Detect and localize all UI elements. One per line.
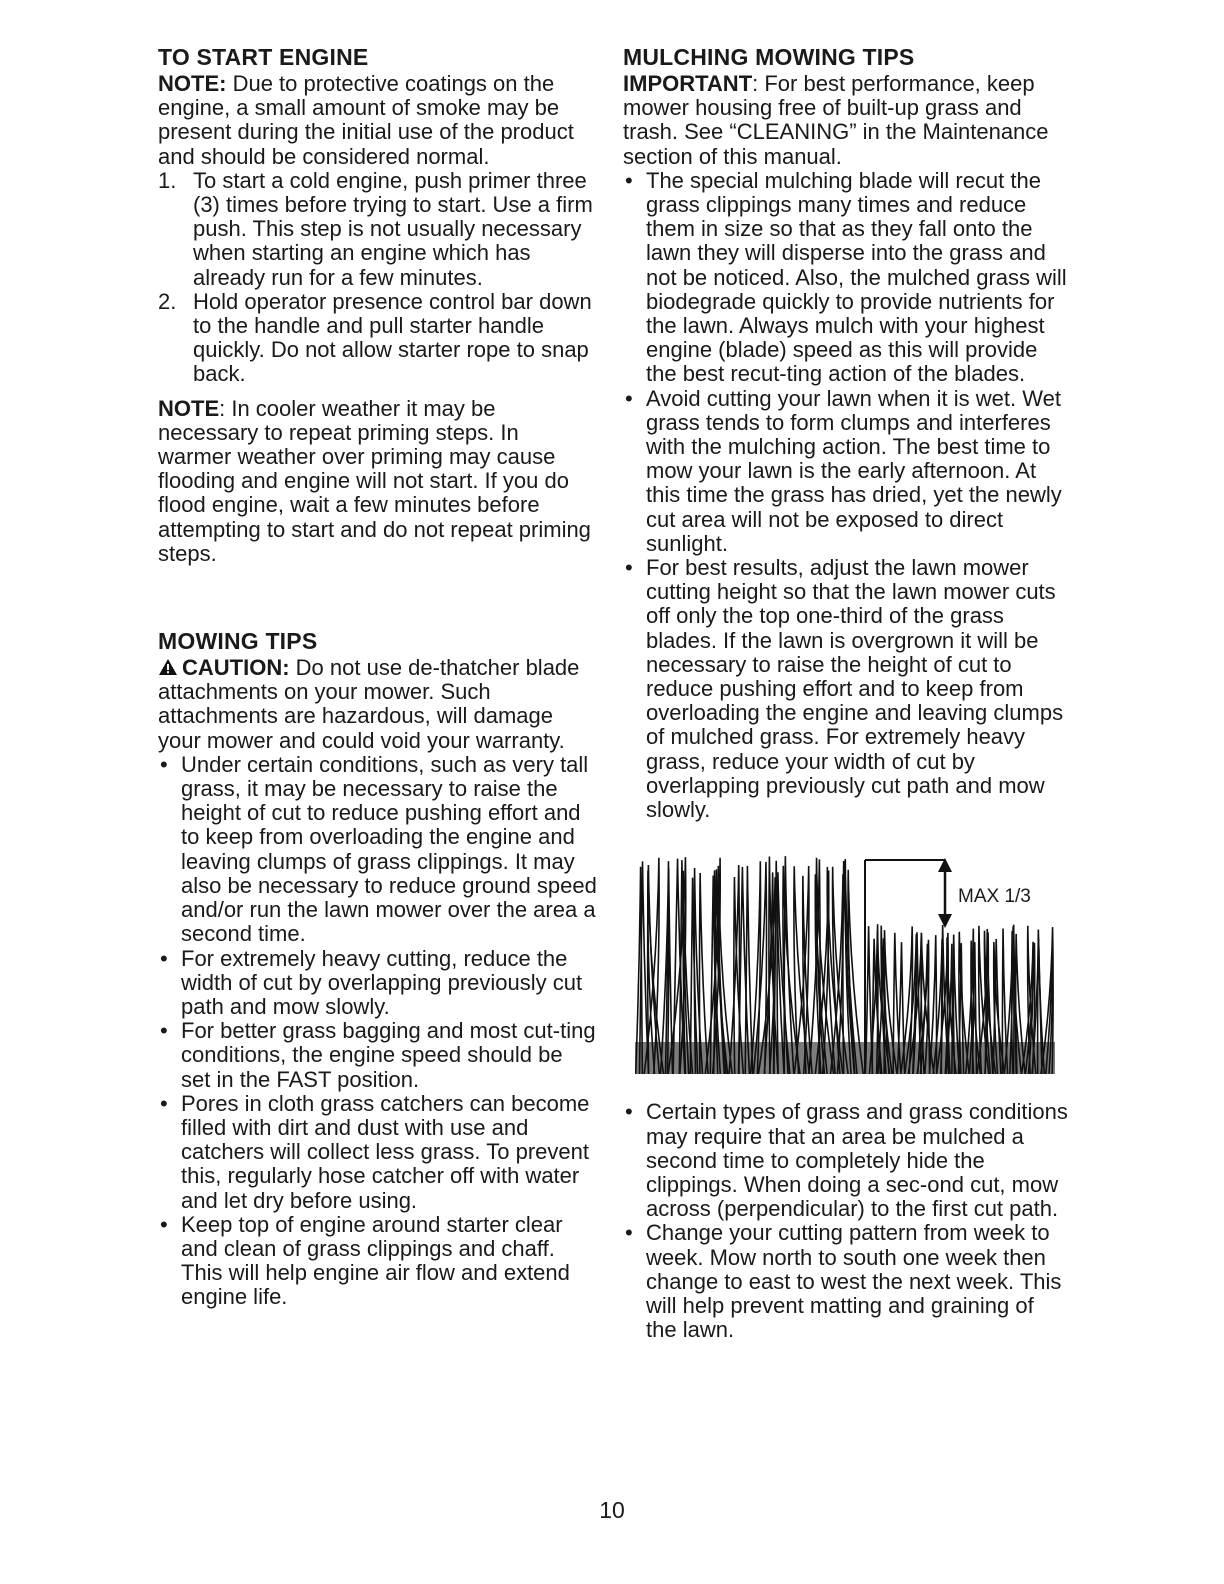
- max-cut-label: MAX 1/3: [958, 886, 1031, 908]
- bullet-icon: •: [625, 385, 633, 411]
- start-engine-steps: [158, 169, 598, 387]
- important-paragraph: [623, 72, 1068, 169]
- list-item: [623, 169, 1068, 387]
- list-item: [623, 556, 1068, 822]
- warning-triangle-icon: [158, 658, 178, 676]
- list-item: [623, 1221, 1068, 1342]
- list-item-text: Pores in cloth grass catchers can become filled with dirt and dust with use and catchers will collect less grass. To prevent this, regularly hose catcher off with water and let dry before using.: [181, 1090, 590, 1213]
- mowing-tips-heading: MOWING TIPS: [158, 628, 318, 655]
- mowing-tips-list: [158, 753, 598, 1310]
- important-text: : For best performance, keep mower housing free of built-up grass and trash. See “CLEANING” in the Maintenance section of this manual.: [623, 71, 1049, 169]
- important-label: IMPORTANT: [623, 71, 753, 96]
- caution-text: Do not use de-thatcher blade attachments on your mower. Such attachments are hazardous, will damage your mower and could void your warranty.: [158, 655, 580, 753]
- start-engine-note-2: [158, 397, 598, 566]
- list-item-text: For best results, adjust the lawn mower cutting height so that the lawn mower cuts off only the top one-third of the grass blades. If the lawn is overgrown it will be necessary to raise the height of cut to reduce pushing effort and to keep from overloading the engine and leaving clumps of mulched grass. For extremely heavy grass, reduce your width of cut by overlapping previously cut path and mow slowly.: [646, 555, 1064, 823]
- start-engine-note: [158, 72, 598, 169]
- mulching-tips-list-continued: [623, 1100, 1068, 1342]
- step-text: To start a cold engine, push primer three (3) times before trying to start. Use a firm push. This step is not usually necessary when starting an engine which has already run for a few minutes.: [193, 167, 593, 290]
- grass-base-shadow: [635, 1042, 1055, 1074]
- note-text: : In cooler weather it may be necessary to repeat priming steps. In warmer weather over priming may cause flooding and engine will not start. If you do flood engine, wait a few minutes before attempting to start and do not repeat priming steps.: [158, 395, 591, 566]
- bullet-icon: •: [625, 555, 633, 581]
- step-item: [158, 169, 598, 290]
- bullet-icon: •: [160, 751, 168, 777]
- list-item-text: Under certain conditions, such as very tall grass, it may be necessary to raise the height of cut to reduce pushing effort and to keep from overloading the engine and leaving clumps of grass clippings. It may also be necessary to reduce ground speed and/or run the lawn mower over the area a second time.: [181, 751, 597, 947]
- list-item-text: Certain types of grass and grass conditions may require that an area be mulched a second time to completely hide the clippings. When doing a sec-ond cut, mow across (perpendicular) to the first cut path.: [646, 1099, 1068, 1222]
- bullet-icon: •: [625, 1220, 633, 1246]
- list-item-text: Change your cutting pattern from week to week. Mow north to south one week then change to east to west the next week. This will help prevent matting and graining of the lawn.: [646, 1220, 1062, 1343]
- list-item-text: For better grass bagging and most cut-ting conditions, the engine speed should be set in the FAST position.: [181, 1018, 596, 1092]
- step-text: Hold operator presence control bar down to the handle and pull starter handle quickly. Do not allow starter rope to snap back.: [193, 288, 592, 387]
- list-item: [158, 1092, 598, 1213]
- list-item-text: Avoid cutting your lawn when it is wet. Wet grass tends to form clumps and interferes with the mulching action. The best time to mow your lawn is the early afternoon. At this time the grass has dried, yet the newly cut area will not be exposed to direct sunlight.: [646, 385, 1062, 556]
- grass-cut-height-illustration: [635, 852, 1055, 1074]
- mulching-tips-list: [623, 169, 1068, 822]
- step-number: 1.: [158, 167, 177, 193]
- start-engine-heading: TO START ENGINE: [158, 44, 369, 70]
- list-item-text: Keep top of engine around starter clear and clean of grass clippings and chaff. This will help engine air flow and extend engine life.: [181, 1211, 570, 1310]
- caution-label: CAUTION:: [182, 655, 290, 681]
- list-item: [623, 1100, 1068, 1221]
- arrow-down-icon: [938, 914, 952, 928]
- list-item-text: The special mulching blade will recut the grass clippings many times and reduce them in size so that as they fall onto the lawn they will disperse into the grass and not be noticed. Also, the mulched grass will biodegrade quickly to provide nutrients for the lawn. Always mulch with your highest engine (blade) speed as this will provide the best recut-ting action of the blades.: [646, 167, 1067, 387]
- note-label: NOTE: [158, 395, 220, 421]
- bullet-icon: •: [160, 1211, 168, 1237]
- list-item: [158, 753, 598, 947]
- note-text: Due to protective coatings on the engine, a small amount of smoke may be present during the initial use of the product and should be considered normal.: [158, 71, 574, 169]
- list-item: [158, 1019, 598, 1092]
- bullet-icon: •: [625, 1099, 633, 1125]
- page-number: 10: [599, 1497, 625, 1523]
- list-item-text: For extremely heavy cutting, reduce the width of cut by overlapping previously cut path and mow slowly.: [181, 945, 583, 1019]
- bullet-icon: •: [625, 167, 633, 193]
- right-column: [623, 44, 1068, 1342]
- bullet-icon: •: [160, 1090, 168, 1116]
- list-item: [158, 1213, 598, 1310]
- bullet-icon: •: [160, 945, 168, 971]
- note-label: NOTE:: [158, 71, 227, 96]
- tall-grass-drawing: [636, 856, 864, 1074]
- mulching-tips-heading: MULCHING MOWING TIPS: [623, 44, 915, 70]
- step-number: 2.: [158, 288, 177, 314]
- left-column: [158, 44, 598, 1310]
- list-item: [623, 387, 1068, 556]
- bullet-icon: •: [160, 1018, 168, 1044]
- step-item: [158, 290, 598, 387]
- caution-paragraph: [158, 656, 598, 753]
- list-item: [158, 947, 598, 1020]
